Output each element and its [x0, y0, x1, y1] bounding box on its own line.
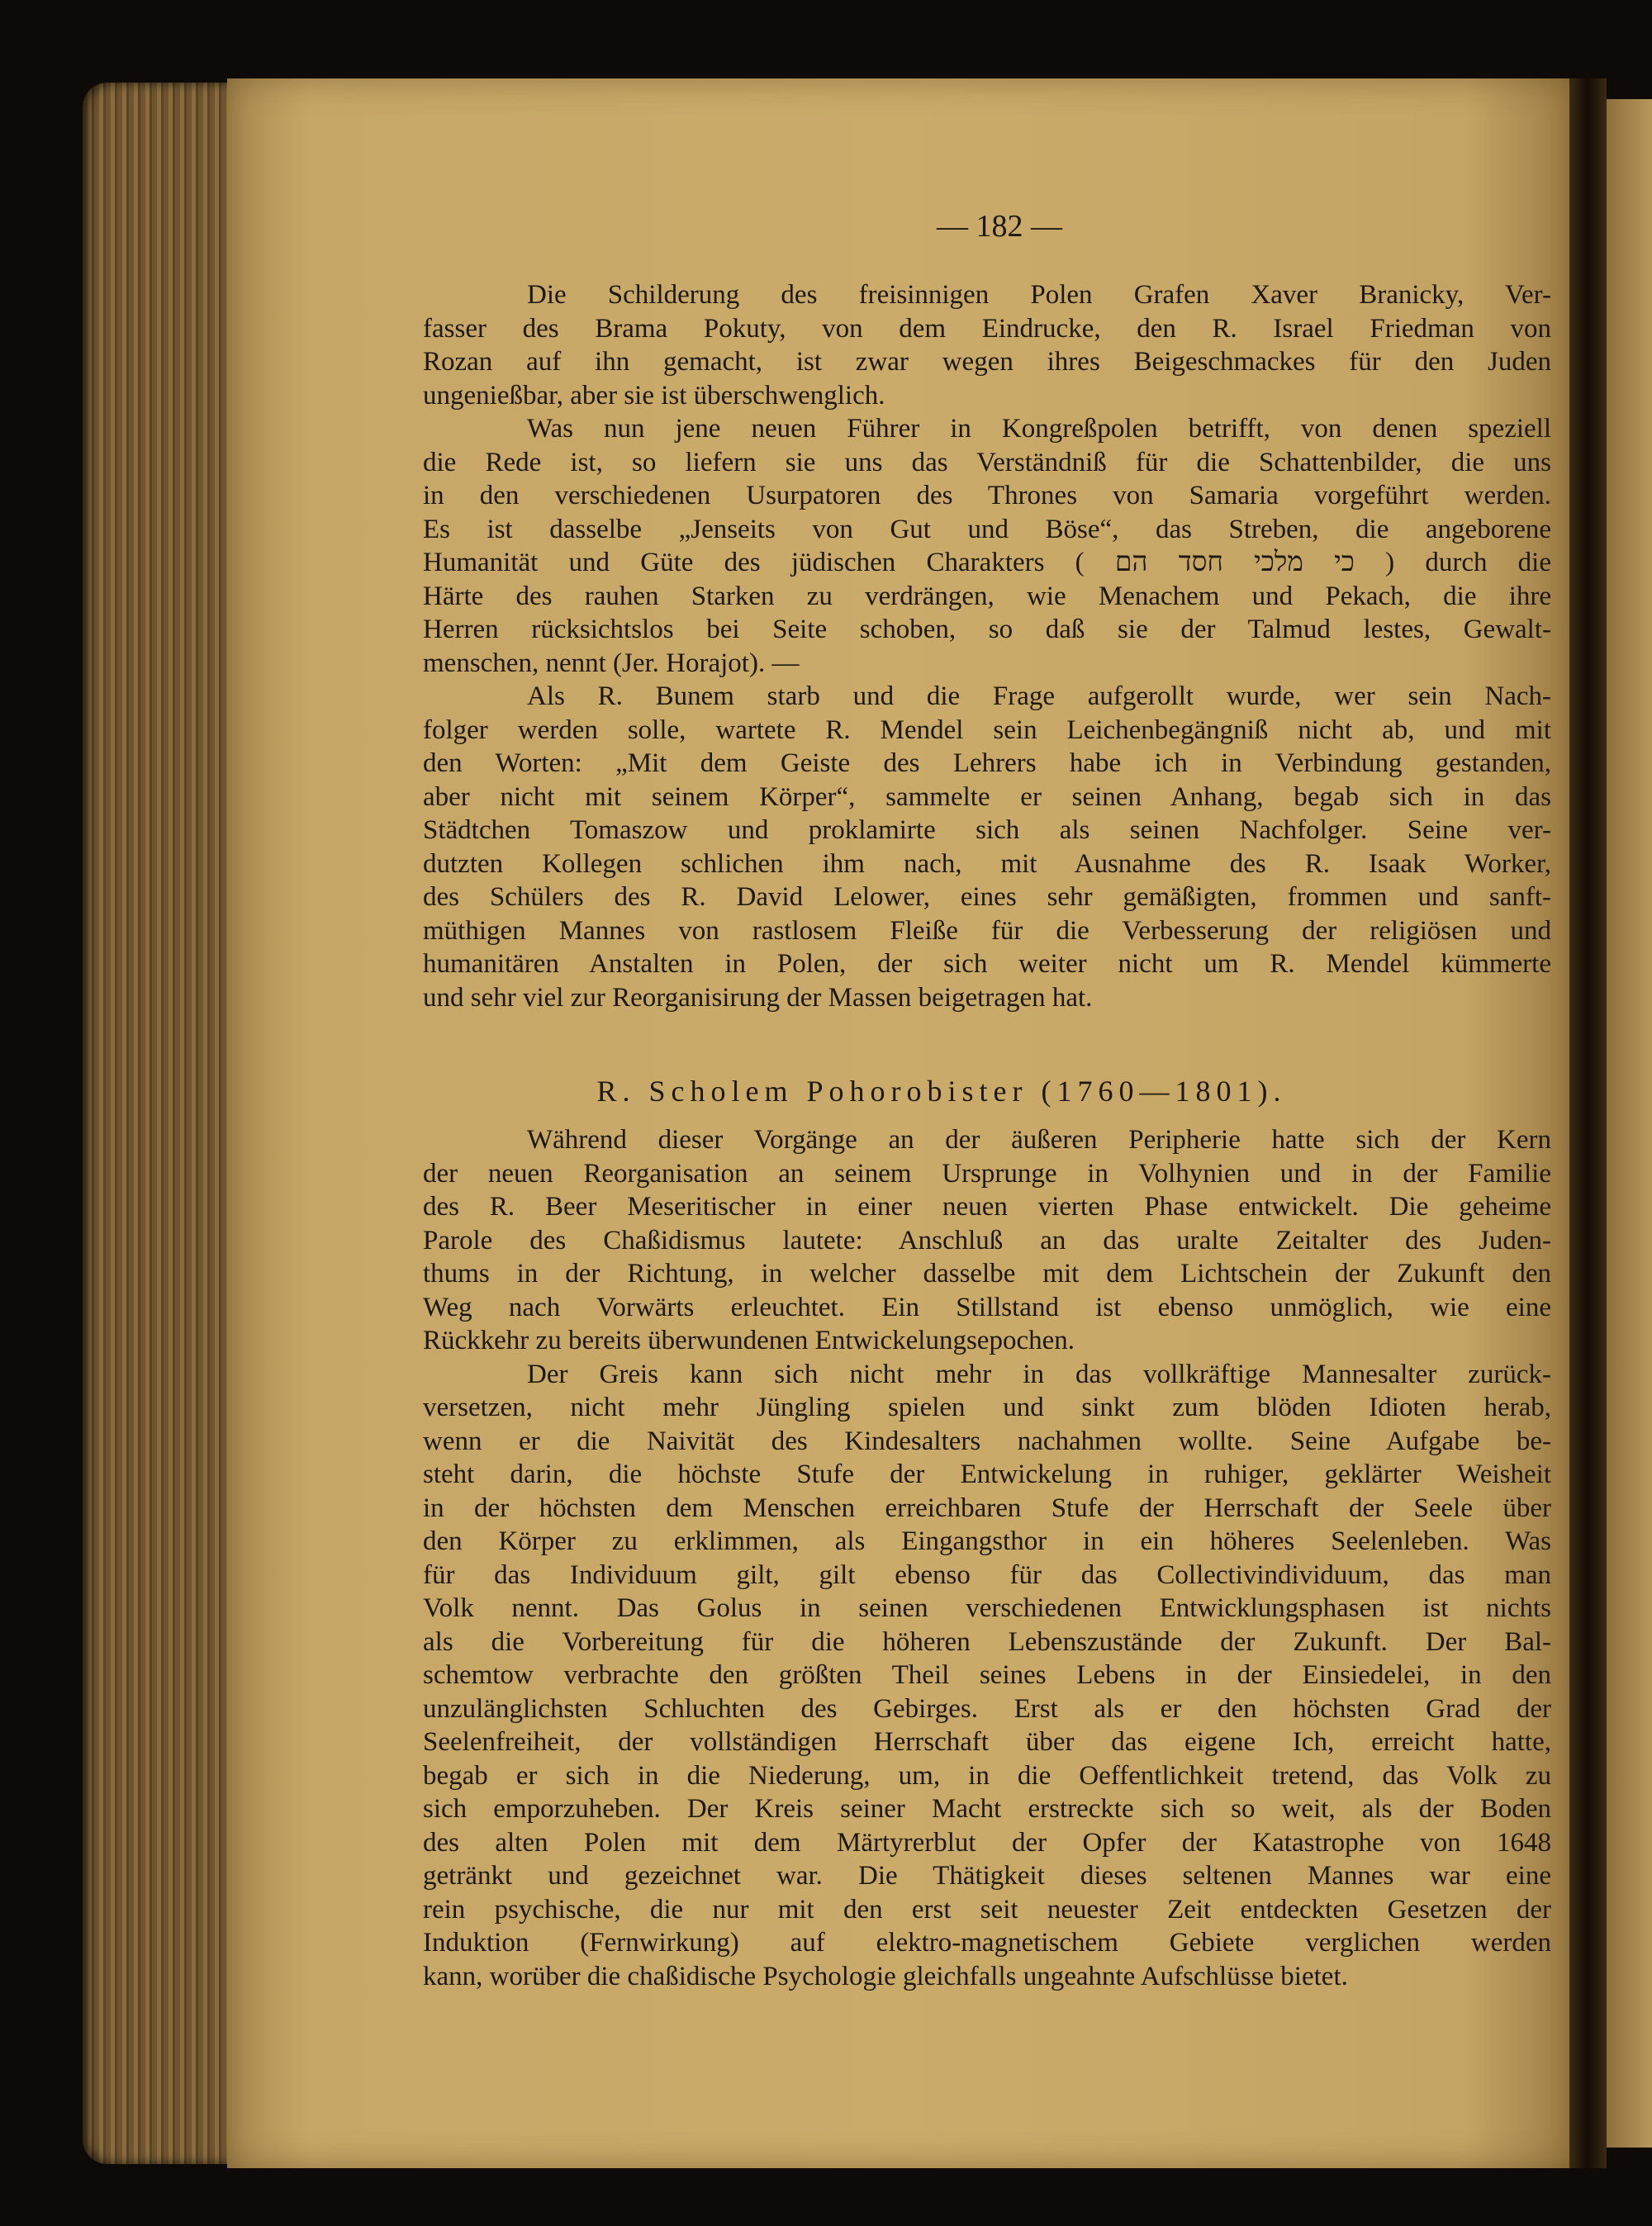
text-line: für das Individuum gilt, gilt ebenso für das Collectivindividuum, das man — [423, 1559, 1551, 1590]
book-page-edges — [83, 83, 235, 2164]
text-line: humanitären Anstalten in Polen, der sich weiter nicht um R. Mendel kümmerte — [423, 949, 1551, 979]
text-line: den Körper zu erklimmen, als Eingangsthor in ein höheres Seelenleben. Was — [423, 1526, 1551, 1556]
paragraph — [423, 278, 1551, 412]
text-line: Was nun jene neuen Führer in Kongreßpolen betrifft, von denen speziell — [527, 414, 1551, 444]
text-line: Weg nach Vorwärts erleuchtet. Ein Stillstand ist ebenso unmöglich, wie eine — [423, 1292, 1551, 1322]
page-number: — 182 — — [937, 209, 1062, 244]
paragraph — [423, 412, 1551, 680]
text-block-upper — [423, 278, 1551, 1014]
text-line: als die Vorbereitung für die höheren Lebenszustände der Zukunft. Der Bal- — [423, 1626, 1551, 1657]
text-line: Der Greis kann sich nicht mehr in das vollkräftige Mannesalter zurück- — [527, 1359, 1551, 1389]
text-line: Städtchen Tomaszow und proklamirte sich als seinen Nachfolger. Seine ver- — [423, 815, 1551, 845]
text-line: kann, worüber die chaßidische Psychologie gleichfalls ungeahnte Aufschlüsse bietet. — [423, 1961, 1348, 1991]
text-line: getränkt und gezeichnet war. Die Thätigkeit dieses seltenen Mannes war eine — [423, 1861, 1551, 1891]
text-line: Humanität und Güte des jüdischen Charakters ( כי מלכי חסד הם ) durch die — [423, 548, 1551, 577]
paragraph — [423, 680, 1551, 1014]
text-line: ungenießbar, aber sie ist überschwenglich. — [423, 380, 885, 411]
text-line: Härte des rauhen Starken zu verdrängen, wie Menachem und Pekach, die ihre — [423, 581, 1551, 611]
text-line: Die Schilderung des freisinnigen Polen Grafen Xaver Branicky, Ver- — [527, 280, 1551, 310]
text-line: Rozan auf ihn gemacht, ist zwar wegen ihres Beigeschmackes für den Juden — [423, 347, 1551, 377]
text-line: aber nicht mit seinem Körper“, sammelte er seinen Anhang, begab sich in das — [423, 781, 1551, 812]
facing-page-edge — [1607, 99, 1652, 2148]
text-line: thums in der Richtung, in welcher dasselbe mit dem Lichtschein der Zukunft den — [423, 1259, 1551, 1289]
text-line: dutzten Kollegen schlichen ihm nach, mit Ausnahme des R. Isaak Worker, — [423, 848, 1551, 879]
section-heading: R. Scholem Pohorobister (1760—1801). — [596, 1075, 1287, 1108]
text-line: Parole des Chaßidismus lautete: Anschluß an das uralte Zeitalter des Juden- — [423, 1225, 1551, 1255]
text-line: wenn er die Naivität des Kindesalters nachahmen wollte. Seine Aufgabe be- — [423, 1426, 1551, 1456]
text-line: in den verschiedenen Usurpatoren des Thrones von Samaria vorgeführt werden. — [423, 481, 1551, 510]
text-line: der neuen Reorganisation an seinem Ursprunge in Volhynien und in der Familie — [423, 1158, 1551, 1189]
paragraph — [423, 1123, 1551, 1358]
text-block-lower — [423, 1123, 1551, 1993]
text-line: rein psychische, die nur mit den erst seit neuester Zeit entdeckten Gesetzen der — [423, 1894, 1551, 1925]
text-line: menschen, nennt (Jer. Horajot). — — [423, 648, 800, 678]
text-line: Herren rücksichtslos bei Seite schoben, so daß sie der Talmud lestes, Gewalt- — [423, 615, 1551, 644]
book-gutter — [1569, 78, 1607, 2168]
text-line: des Schülers des R. David Lelower, eines sehr gemäßigten, frommen und sanft- — [423, 882, 1551, 912]
text-line: Volk nennt. Das Golus in seinen verschiedenen Entwicklungsphasen ist nichts — [423, 1593, 1551, 1623]
paragraph — [423, 1358, 1551, 1994]
text-line: in der höchsten dem Menschen erreichbaren Stufe der Herrschaft der Seele über — [423, 1493, 1551, 1523]
text-line: den Worten: „Mit dem Geiste des Lehrers habe ich in Verbindung gestanden, — [423, 748, 1551, 778]
text-line: unzulänglichsten Schluchten des Gebirges. Erst als er den höchsten Grad der — [423, 1693, 1551, 1724]
text-line: des R. Beer Meseritischer in einer neuen vierten Phase entwickelt. Die geheime — [423, 1192, 1551, 1222]
text-line: müthigen Mannes von rastlosem Fleiße für die Verbesserung der religiösen und — [423, 915, 1551, 946]
text-line: die Rede ist, so liefern sie uns das Verständniß für die Schattenbilder, die uns — [423, 447, 1551, 477]
text-line: und sehr viel zur Reorganisirung der Massen beigetragen hat. — [423, 982, 1093, 1013]
text-line: Während dieser Vorgänge an der äußeren Peripherie hatte sich der Kern — [527, 1125, 1551, 1155]
text-line: fasser des Brama Pokuty, von dem Eindrucke, den R. Israel Friedman von — [423, 313, 1551, 344]
text-line: Induktion (Fernwirkung) auf elektro-magnetischem Gebiete verglichen werden — [423, 1928, 1551, 1958]
text-line: schemtow verbrachte den größten Theil seines Lebens in der Einsiedelei, in den — [423, 1660, 1551, 1690]
text-line: begab er sich in die Niederung, um, in die Oeffentlichkeit tretend, das Volk zu — [423, 1760, 1551, 1791]
text-line: versetzen, nicht mehr Jüngling spielen und sinkt zum blöden Idioten herab, — [423, 1393, 1551, 1422]
text-line: sich emporzuheben. Der Kreis seiner Macht erstreckte sich so weit, als der Boden — [423, 1794, 1551, 1824]
text-line: Seelenfreiheit, der vollständigen Herrschaft über das eigene Ich, erreicht hatte, — [423, 1727, 1551, 1757]
text-line: steht darin, die höchste Stufe der Entwickelung in ruhiger, geklärter Weisheit — [423, 1459, 1551, 1489]
text-line: folger werden solle, wartete R. Mendel sein Leichenbegängniß nicht ab, und mit — [423, 714, 1551, 745]
text-line: Rückkehr zu bereits überwundenen Entwickelungsepochen. — [423, 1326, 1075, 1355]
text-line: des alten Polen mit dem Märtyrerblut der Opfer der Katastrophe von 1648 — [423, 1827, 1551, 1858]
text-line: Es ist dasselbe „Jenseits von Gut und Böse“, das Streben, die angeborene — [423, 514, 1551, 544]
text-line: Als R. Bunem starb und die Frage aufgerollt wurde, wer sein Nach- — [527, 681, 1551, 711]
